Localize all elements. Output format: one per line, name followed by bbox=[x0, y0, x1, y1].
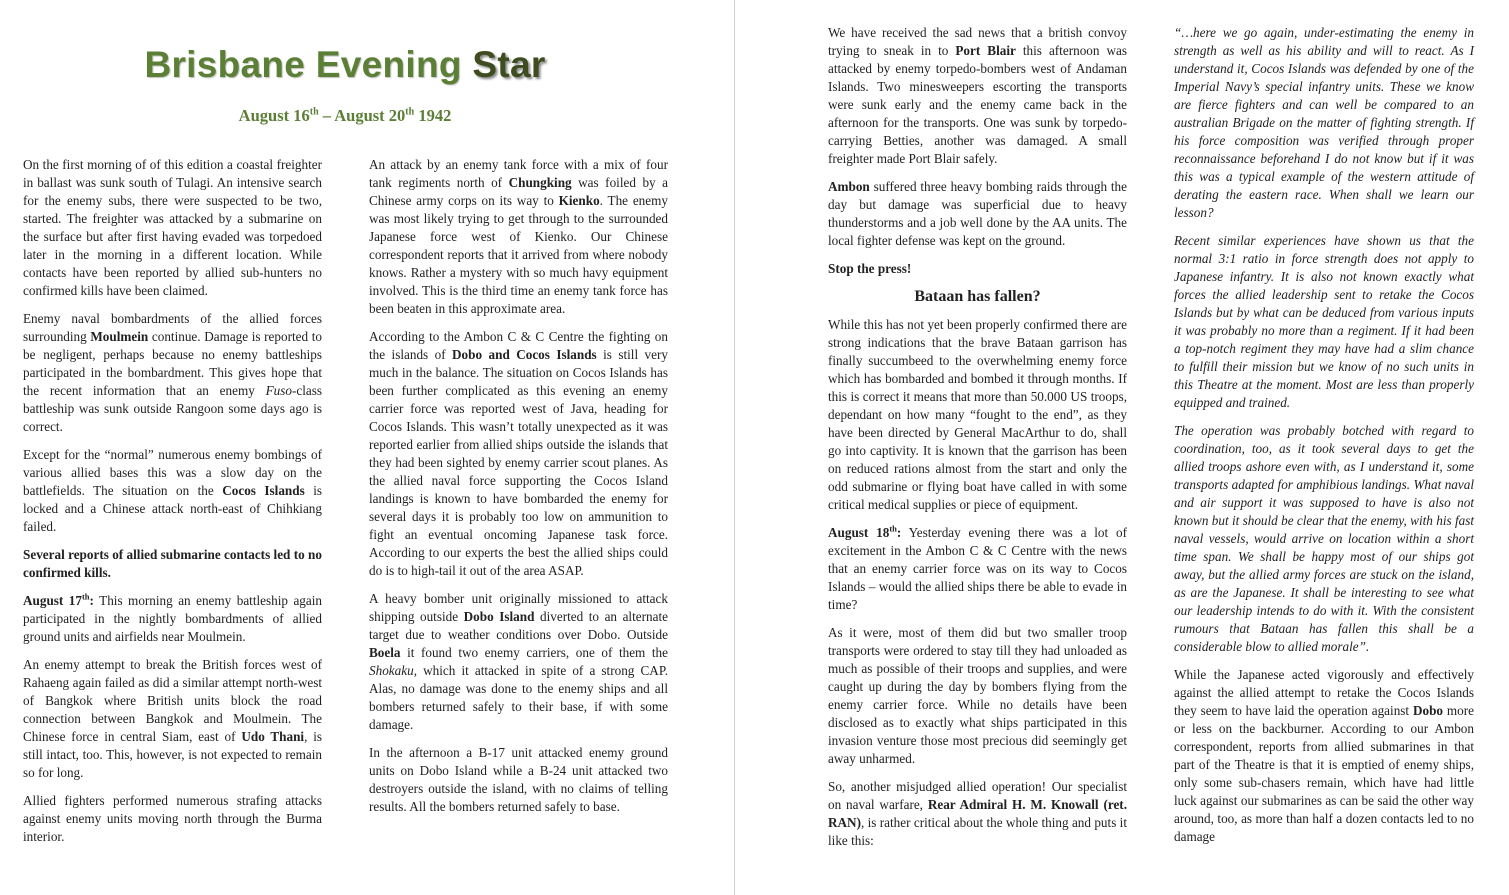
title-star-word: Star bbox=[472, 44, 546, 85]
quote-paragraph: The operation was probably botched with regard to coordination, too, as it took several days to get the allied troops ashore even with, as I understand it, some transports adapted for amphibious landings. What naval and air support it was supposed to have is also not known but it should be clear that the enemy, with his fast naval vessels, would arrive on location within a short time span. We shall be happy most of our ships got away, but the allied army forces are stuck on the island, as are the Japanese. It shall be interesting to see what our leadership intends to do with it. With the consistent rumours that Bataan has fallen this shall be a considerable blow to allied morale”. bbox=[1174, 423, 1474, 654]
page-gutter bbox=[734, 0, 735, 895]
article-column-1 bbox=[23, 156, 322, 856]
paragraph: Allied fighters performed numerous strafing attacks against enemy units moving north through the Burma interior. bbox=[23, 793, 322, 844]
article-column-4 bbox=[1174, 24, 1474, 856]
paragraph: According to the Ambon C & C Centre the fighting on the islands of Dobo and Cocos Islands is still very much in the balance. The situation on Cocos Islands has been further complicated as this evening an enemy carrier force was reported west of Java, heading for Cocos Islands. This wasn’t totally unexpected as it was reported earlier from allied ships outside the islands that they had been sighted by enemy carrier scout planes. As the allied naval force supporting the Cocos Island landings is known to have bombarded the enemy for several days it is probably too low on ammunition to fight an eventual oncoming Japanese task force. According to our experts the best the allied ships could do is to high-tail it out of the area ASAP. bbox=[369, 329, 668, 578]
article-heading: Bataan has fallen? bbox=[914, 288, 1041, 305]
paragraph: Ambon suffered three heavy bombing raids through the day but damage was superficial due to heavy thunderstorms and a job well done by the AA units. The local fighter defense was kept on the ground. bbox=[828, 179, 1127, 248]
article-column-2 bbox=[369, 156, 668, 826]
paragraph: A heavy bomber unit originally missioned to attack shipping outside Dobo Island diverted to an alternate target due to weather conditions over Dobo. Outside Boela it found two enemy carriers, one of them the Shokaku, which it attacked in spite of a strong CAP. Alas, no damage was done to the enemy ships and all bombers returned safely to their base, if with some damage. bbox=[369, 591, 668, 732]
paragraph: Enemy naval bombardments of the allied forces surrounding Moulmein continue. Damage is reported to be negligent, perhaps because no enemy battleships participated in the bombardment. This gives hope that the recent information that an enemy Fuso-class battleship was sunk outside Rangoon some days ago is correct. bbox=[23, 311, 322, 434]
paragraph: August 18th: Yesterday evening there was a lot of excitement in the Ambon C & C Centre with the news that an enemy carrier force was on its way to Cocos Islands – would the allied ships there be able to evade in time? bbox=[828, 523, 1127, 612]
quote-paragraph: Recent similar experiences have shown us that the normal 3:1 ratio in force strength does not apply to Japanese infantry. It is also not known exactly what forces the allied leadership sent to retake the Cocos Islands but by what can be deduced from various inputs it was probably no more than a regiment. If it had been a top-notch regiment they may have had a slim chance to fulfill their mission but we know of no such units in this Theatre at the moment. Most are less than properly equipped and trained. bbox=[1174, 233, 1474, 410]
paragraph: In the afternoon a B-17 unit attacked enemy ground units on Dobo Island while a B-24 unit attacked two destroyers outside the island, with no claims of telling results. All the bombers returned safely to base. bbox=[369, 745, 668, 814]
paragraph: We have received the sad news that a british convoy trying to sneak in to Port Blair this afternoon was attacked by enemy torpedo-bombers west of Andaman Islands. Two minesweepers escorting the transports were sunk early and the enemy came back in the afternoon for the transports. One was sunk by torpedo-carrying Betties, another was damaged. A small freighter made Port Blair safely. bbox=[828, 25, 1127, 166]
paragraph: While this has not yet been properly confirmed there are strong indications that the brave Bataan garrison has finally succumbeed to the overwhelming enemy force which has bombarded and bombed it through months. If this is correct it means that more than 50.000 US troops, dependant on how many “fought to the end”, as they have been directed by General MacArthur to do, shall go into captivity. It is known that the garrison has been on reduced rations almost from the start and only the odd submarine or flying boat have called in with some critical medical supplies or piece of equipment. bbox=[828, 317, 1127, 512]
newspaper-title: Brisbane Evening Star bbox=[144, 44, 546, 85]
paragraph: August 17th: This morning an enemy battleship again participated in the nightly bombardments of allied ground units and airfields near Moulmein. bbox=[23, 591, 323, 644]
paragraph: On the first morning of of this edition a coastal freighter in ballast was sunk south of Tulagi. An intensive search for the enemy subs, there were suspected to be two, started. The freighter was attacked by a submarine on the surface but after first having evaded was torpedoed later in the morning in a different location. While contacts have been reported by allied sub-hunters no confirmed kills have been claimed. bbox=[23, 157, 322, 298]
bold-paragraph: Several reports of allied submarine contacts led to no confirmed kills. bbox=[23, 547, 322, 580]
paragraph: So, another misjudged allied operation! Our specialist on naval warfare, Rear Admiral H. M. Knowall (ret. RAN), is rather critical about the whole thing and puts it like this: bbox=[828, 779, 1127, 848]
article-column-3 bbox=[828, 24, 1127, 860]
edition-dateline: August 16th – August 20th 1942 bbox=[238, 106, 452, 125]
paragraph: An enemy attempt to break the British forces west of Rahaeng again failed as did a similar attempt north-west of Bangkok where British units block the road connection between Bangkok and Moulmein. The Chinese force in central Siam, east of Udo Thani, is still intact, too. This, however, is not expected to remain so for long. bbox=[23, 657, 323, 780]
paragraph: While the Japanese acted vigorously and effectively against the allied attempt to retake the Cocos Islands they seem to have laid the operation against Dobo more or less on the backburner. According to our Ambon correspondent, reports from allied submarines in that part of the Theatre is that it is emptied of enemy ships, only some sub-chasers remain, which have had little luck against our submarines as can be said the other way around, too, as more than half a dozen contacts led to no damage bbox=[1174, 667, 1474, 844]
quote-paragraph: “…here we go again, under-estimating the enemy in strength as well as his ability and will to react. As I understand it, Cocos Islands was defended by one of the Imperial Navy’s special infantry units. These we know are fierce fighters and can well be compared to an australian Brigade on the matter of fighting strength. If his force composition was verified through proper reconnaissance beforehand I do not know but if it was this was a typical example of the western attitude of derating the eastern race. When shall we learn our lesson? bbox=[1174, 25, 1474, 220]
stop-press-label: Stop the press! bbox=[828, 261, 912, 276]
paragraph: As it were, most of them did but two smaller troop transports were ordered to stay till they had unloaded as much as possible of their troops and supplies, and were caught up during the day by bombers flying from the enemy carrier force. While no details have been disclosed as to exactly what ships participated in this invasion venture those most precious did seemingly get away unharmed. bbox=[828, 625, 1127, 766]
paragraph: An attack by an enemy tank force with a mix of four tank regiments north of Chungking was foiled by a Chinese army corps on its way to Kienko. The enemy was most likely trying to get through to the surrounded Japanese force west of Kienko. Our Chinese correspondent reports that it arrived from where nobody knows. Rather a mystery with so much havy equipment involved. This is the third time an enemy tank force has been beaten in this approximate area. bbox=[369, 157, 669, 316]
masthead bbox=[20, 44, 670, 86]
paragraph: Except for the “normal” numerous enemy bombings of various allied bases this was a slow day on the battlefields. The situation on the Cocos Islands is locked and a Chinese attack north-east of Chihkiang failed. bbox=[23, 447, 323, 534]
